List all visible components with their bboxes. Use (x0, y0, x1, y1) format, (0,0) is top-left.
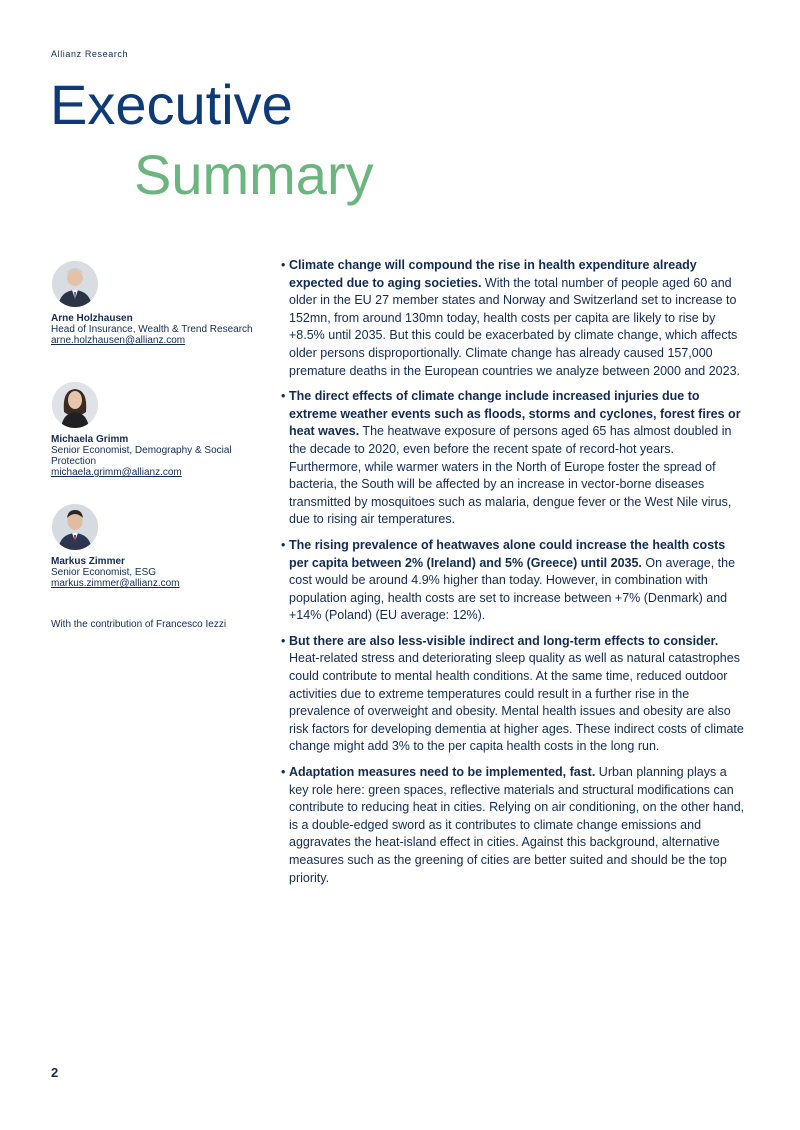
author-name: Markus Zimmer (51, 556, 125, 567)
brand-label: Allianz Research (51, 49, 129, 59)
author-name: Michaela Grimm (51, 434, 129, 445)
bullet-text: On average, the cost would be around 4.9% higher than today. However, in combination with population aging, health costs are set to increase between +7% (Denmark) and +14% (Poland) (EU average: 12%). (289, 555, 736, 623)
author-role: Senior Economist, ESG (51, 567, 157, 578)
page-title-line1: Executive (50, 73, 293, 136)
avatar (52, 504, 98, 550)
avatar (52, 261, 98, 307)
author-email-link[interactable]: michaela.grimm@allianz.com (51, 467, 182, 478)
list-item (281, 388, 748, 529)
list-item (281, 633, 748, 756)
summary-bullet-list (281, 257, 748, 895)
author-email-link[interactable]: markus.zimmer@allianz.com (51, 578, 180, 589)
page-number: 2 (51, 1065, 59, 1080)
bullet-heading: Adaptation measures need to be implemented, fast. (289, 765, 596, 780)
bullet-heading: Climate change will compound the rise in health expenditure already expected due to aging societies. (289, 258, 697, 290)
list-item (281, 764, 748, 887)
author-role: Head of Insurance, Wealth & Trend Research (51, 324, 253, 335)
bullet-heading: The rising prevalence of heatwaves alone could increase the health costs per capita between 2% (Ireland) and 5% (Greece) until 2035. (289, 537, 726, 570)
author-card (51, 261, 266, 346)
bullet-text: Heat-related stress and deteriorating sleep quality as well as natural catastrophes could contribute to mental health conditions. At the same time, reduced outdoor activities due to extreme temperatures could result in a further rise in the prevalence of overweight and obesity. Mental health issues and obesity are also risk factors for developing dementia at higher ages. These indirect costs of climate change might add 3% to the per capita health costs in the long run. (289, 651, 744, 754)
list-item (281, 257, 748, 380)
author-name: Arne Holzhausen (51, 313, 133, 324)
bullet-text: With the total number of people aged 60 and older in the EU 27 member states and Norway and Switzerland set to increase to 152mn, from around 130mn today, health costs per capita are likely to rise by +8.5% until 2035. But this could be exacerbated by climate change, which affects older persons disproportionally. Climate change has already caused 157,000 premature deaths in the European countries we analyze between 2000 and 2023. (289, 275, 741, 378)
contribution-note: With the contribution of Francesco Iezzi (51, 619, 227, 630)
author-card (51, 504, 266, 589)
bullet-text: Urban planning plays a key role here: green spaces, reflective materials and structural modifications can contribute to reducing heat in cities. Relying on air conditioning, on the other hand, is a double-edged sword as it contributes to climate change emissions and aggravates the heat-island effect in cities. Against this background, alternative measures such as the greening of cities are better suited and should be the top priority. (289, 765, 745, 885)
author-email-link[interactable]: arne.holzhausen@allianz.com (51, 335, 186, 346)
bullet-text: The heatwave exposure of persons aged 65 has almost doubled in the decade to 2020, even before the recent spate of record-hot years. Furthermore, while warmer waters in the North of Europe foster the spread of bacteria, the South will be affected by an increase in vector-borne diseases transmitted by mosquitoes such as malaria, dengue fever or the West Nile virus, due to rising air temperatures. (289, 424, 732, 527)
bullet-heading: But there are also less-visible indirect and long-term effects to consider. (289, 633, 719, 648)
page-title-line2: Summary (134, 143, 374, 206)
author-role: Senior Economist, Demography & Social Protection (51, 445, 232, 467)
author-card (51, 382, 266, 478)
bullet-heading: The direct effects of climate change include increased injuries due to extreme weather events such as floods, storms and cyclones, forest fires or heat waves. (289, 389, 741, 439)
avatar (52, 382, 98, 428)
list-item (281, 537, 748, 625)
